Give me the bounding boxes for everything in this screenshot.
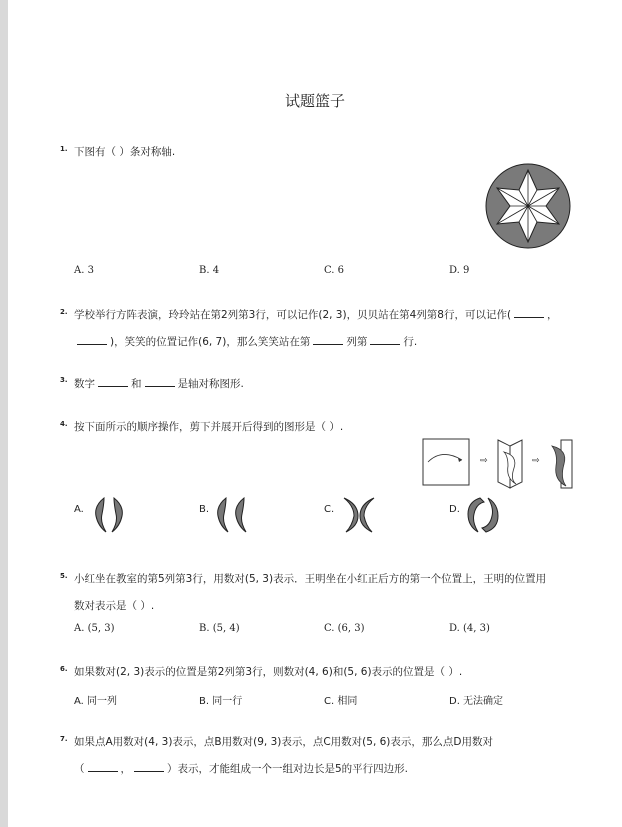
answer-blank[interactable] [98, 376, 128, 387]
q7-text-part: ）表示，才能组成一个一组对边长是5的平行四边形. [167, 763, 409, 775]
option-d[interactable]: D. 9 [449, 265, 470, 276]
answer-blank[interactable] [313, 334, 343, 345]
q2-text-part: 学校举行方阵表演，玲玲站在第2列第3行，可以记作(2, 3)，贝贝站在第4列第8行，可以记作( [74, 309, 512, 321]
option-c[interactable]: C. 相同 [324, 696, 358, 707]
option-c[interactable]: C. 6 [324, 265, 345, 276]
q7-text-part: （ [74, 763, 85, 775]
question-number: 3. [60, 376, 68, 384]
option-b[interactable]: B. [199, 504, 210, 515]
option-a[interactable]: A. 同一列 [74, 696, 118, 707]
dolphin-figure-c[interactable] [338, 494, 380, 536]
question-number: 7. [60, 735, 68, 743]
option-c[interactable]: C. [324, 504, 335, 515]
star-in-circle-figure [484, 162, 572, 250]
option-b[interactable]: B. (5, 4) [199, 623, 240, 634]
arrow-icon: ⇨ [532, 456, 540, 466]
q7-text-part: ， [120, 763, 131, 775]
q2-text-part: 行. [403, 336, 418, 348]
option-a[interactable]: A. (5, 3) [74, 623, 115, 634]
folded-paper-step1-figure [422, 438, 470, 486]
option-b[interactable]: B. 同一行 [199, 696, 243, 707]
q3-text-part: 是轴对称图形. [177, 378, 244, 390]
answer-blank[interactable] [514, 307, 544, 318]
question-text-line [74, 376, 244, 391]
answer-blank[interactable] [134, 761, 164, 772]
option-a[interactable]: A. 3 [74, 265, 94, 276]
question-text: 下图有（ ）条对称轴. [74, 146, 176, 158]
question-text-line: 数对表示是（ ）. [74, 600, 155, 612]
question-text-line [74, 334, 417, 349]
q2-text-part: 列第 [346, 336, 368, 348]
question-number: 1. [60, 145, 68, 153]
option-c[interactable]: C. (6, 3) [324, 623, 365, 634]
question-number: 2. [60, 308, 68, 316]
question-text-line [74, 307, 558, 322]
question-text: 按下面所示的顺序操作，剪下并展开后得到的图形是（ ）. [74, 421, 344, 433]
question-text-line: 如果点A用数对(4, 3)表示，点B用数对(9, 3)表示，点C用数对(5, 6)表示，那么点D用数对 [74, 736, 493, 748]
answer-blank[interactable] [77, 334, 107, 345]
dolphin-figure-b[interactable] [212, 494, 254, 536]
folded-paper-step2-figure [496, 438, 524, 490]
option-d[interactable]: D. 无法确定 [449, 696, 504, 707]
option-a[interactable]: A. [74, 504, 84, 515]
question-number: 6. [60, 665, 68, 673]
option-d[interactable]: D. [449, 504, 460, 515]
folded-paper-step3-figure [548, 438, 574, 490]
dolphin-figure-d[interactable] [462, 494, 504, 536]
page-title: 试题篮子 [284, 92, 345, 110]
question-text-line: 小红坐在教室的第5列第3行，用数对(5, 3)表示．王明坐在小红正后方的第一个位置上，王明的位置用 [74, 573, 547, 585]
document-page [8, 0, 622, 827]
answer-blank[interactable] [145, 376, 175, 387]
q2-text-part: ， [547, 309, 558, 321]
q3-text-part: 数字 [74, 378, 95, 390]
option-d[interactable]: D. (4, 3) [449, 623, 490, 634]
dolphin-figure-a[interactable] [88, 494, 130, 536]
option-b[interactable]: B. 4 [199, 265, 220, 276]
question-text-line [74, 761, 408, 776]
arrow-icon: ⇨ [480, 456, 488, 466]
question-text: 如果数对(2, 3)表示的位置是第2列第3行，则数对(4, 6)和(5, 6)表示的位置是（ ）. [74, 666, 463, 678]
q3-text-part: 和 [131, 378, 142, 390]
question-number: 5. [60, 572, 68, 580]
answer-blank[interactable] [88, 761, 118, 772]
answer-blank[interactable] [370, 334, 400, 345]
q2-text-part: )，笑笑的位置记作(6, 7)，那么笑笑站在第 [110, 336, 311, 348]
question-number: 4. [60, 420, 68, 428]
